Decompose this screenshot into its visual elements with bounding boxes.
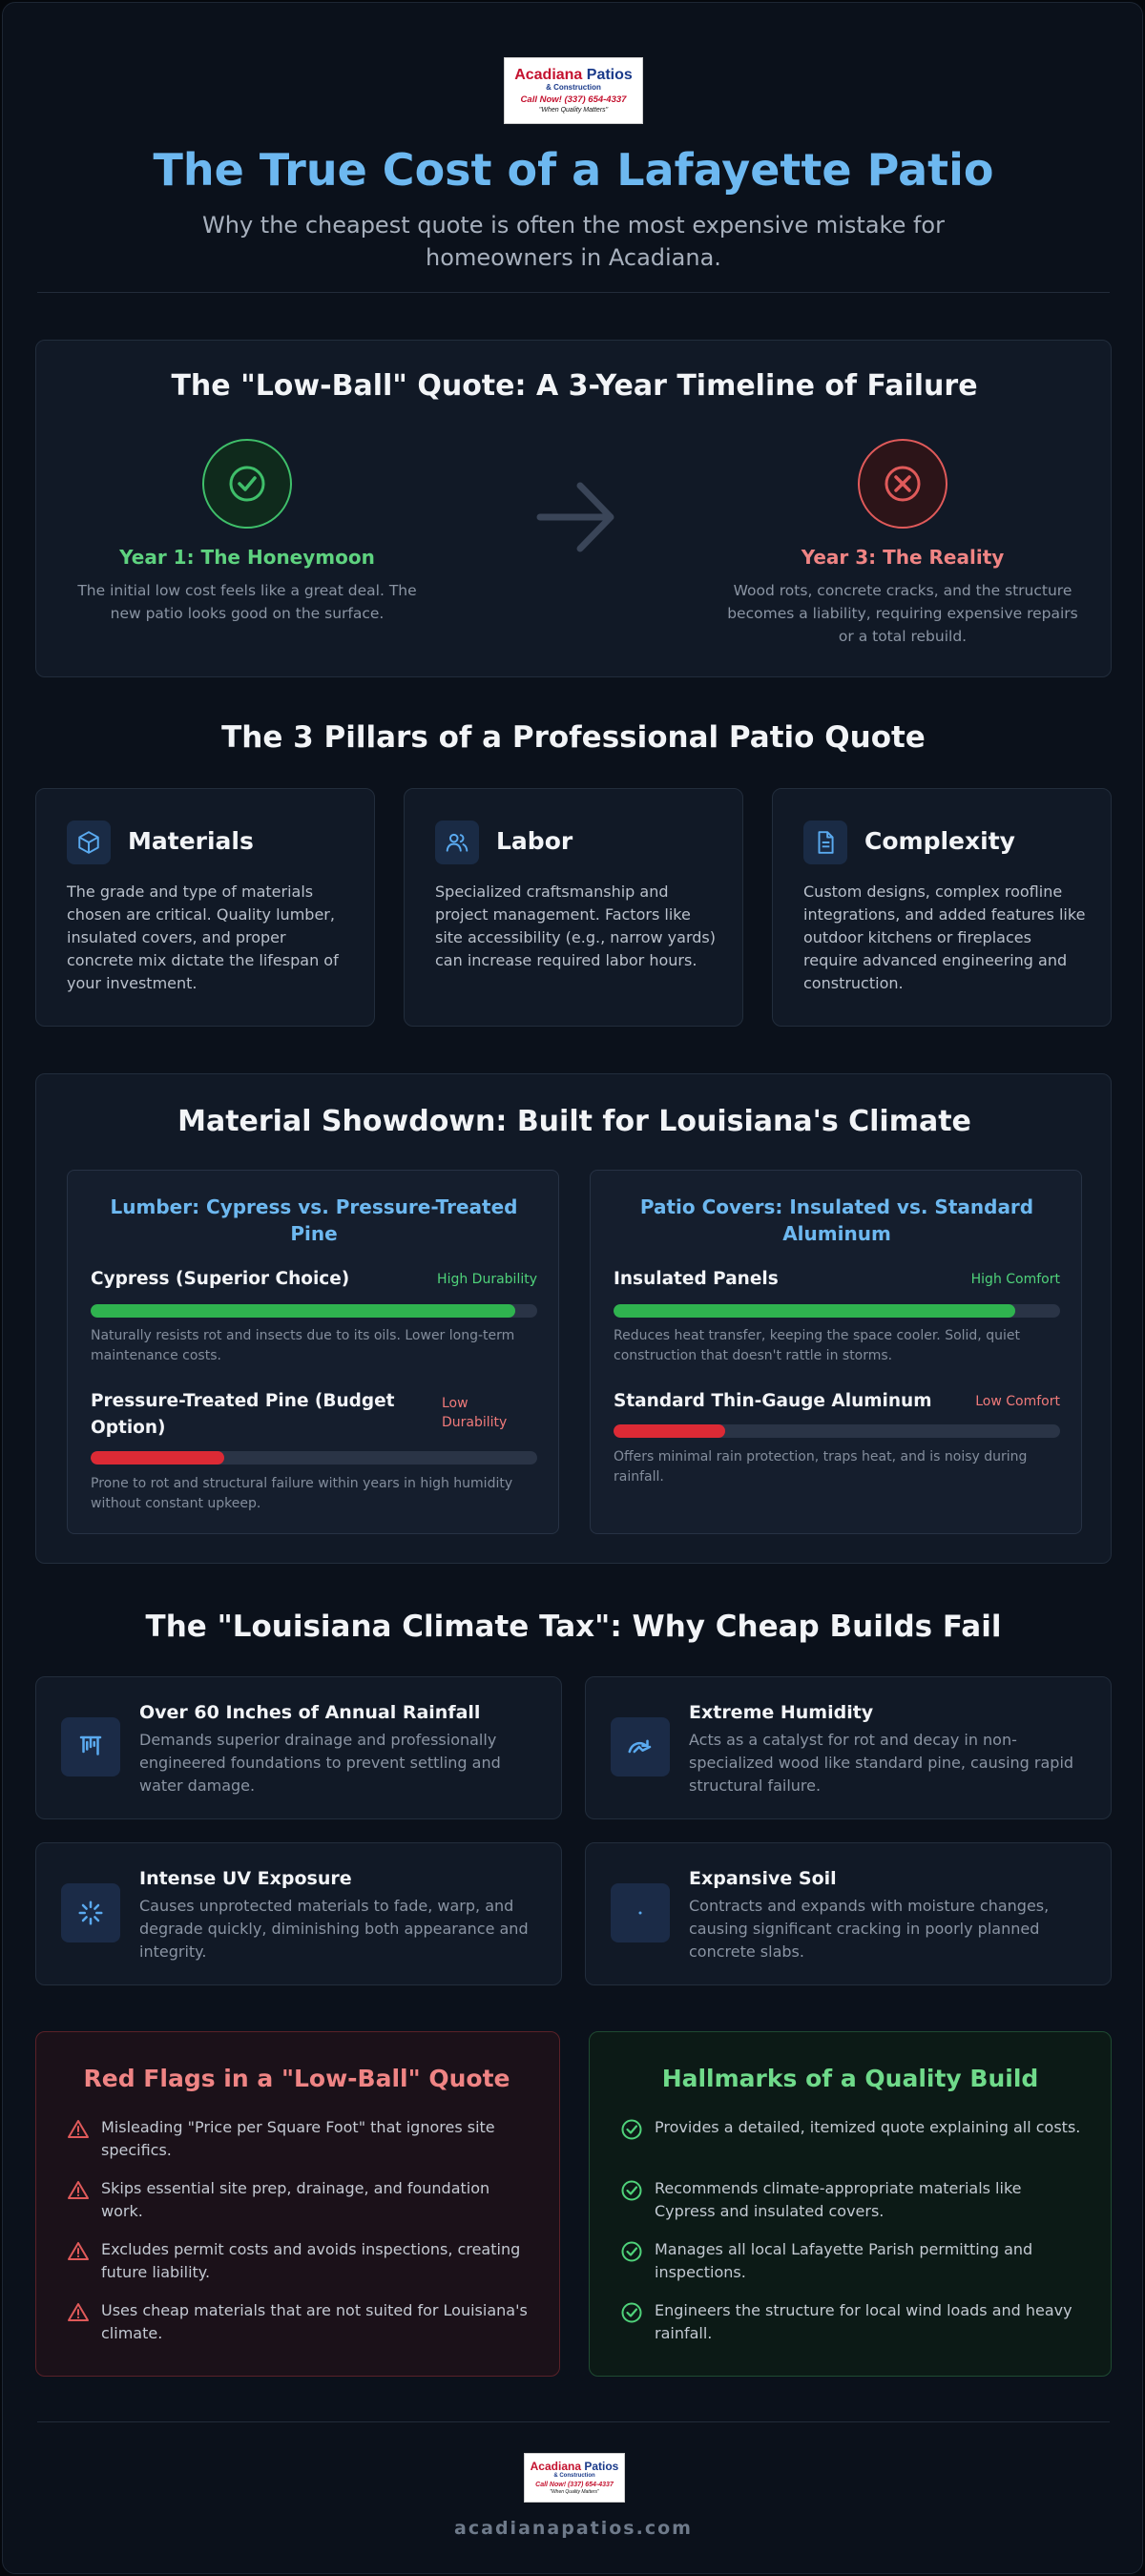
check-circle-icon bbox=[620, 2118, 643, 2141]
pillar-title: Materials bbox=[128, 827, 254, 855]
footer-divider bbox=[37, 2421, 1110, 2422]
cube-icon bbox=[67, 821, 111, 864]
pillar-text: The grade and type of materials chosen are critical. Quality lumber, insulated covers, and proper concrete mix dictate the lifespan of your investment. bbox=[67, 883, 339, 992]
climate-item-title: Expansive Soil bbox=[689, 1868, 837, 1889]
pillar-text: Custom designs, complex roofline integrations, and added features like outdoor kitchens or fireplaces require advanced engineering and construction. bbox=[803, 883, 1086, 992]
year1-title: Year 1: The Honeymoon bbox=[119, 546, 375, 569]
aluminum-name: Standard Thin-Gauge Aluminum bbox=[614, 1391, 932, 1411]
pillar-card-complexity bbox=[772, 788, 1112, 1027]
lumber-title: Lumber: Cypress vs. Pressure-Treated Pine bbox=[110, 1195, 518, 1245]
red-flag-item: Uses cheap materials that are not suited for Louisiana's climate. bbox=[101, 2301, 528, 2342]
users-icon bbox=[435, 821, 479, 864]
pillar-card-labor bbox=[404, 788, 743, 1027]
pillar-text: Specialized craftsmanship and project management. Factors like site accessibility (e.g., narrow yards) can increase required labor hours. bbox=[435, 883, 716, 969]
climate-item-title: Intense UV Exposure bbox=[139, 1868, 352, 1889]
cypress-durability-bar bbox=[91, 1304, 537, 1318]
infographic-page bbox=[2, 2, 1143, 2574]
check-circle-icon bbox=[620, 2179, 643, 2202]
aluminum-comfort-fill bbox=[614, 1424, 725, 1438]
pillar-card-materials bbox=[35, 788, 375, 1027]
check-circle-icon bbox=[620, 2240, 643, 2263]
warning-icon bbox=[67, 2301, 90, 2324]
rain-icon bbox=[61, 1717, 120, 1776]
year3-text: Wood rots, concrete cracks, and the structure becomes a liability, requiring expensive repairs or a total rebuild. bbox=[727, 582, 1078, 645]
company-logo: Acadiana Patios & Construction Call Now! (337) 654-4337 "When Quality Matters" bbox=[504, 57, 643, 124]
page-title: The True Cost of a Lafayette Patio bbox=[153, 144, 994, 196]
lumber-comparison bbox=[67, 1170, 559, 1534]
pillar-title: Labor bbox=[496, 827, 573, 855]
climate-item-text: Contracts and expands with moisture changes, causing significant cracking in poorly planned concrete slabs. bbox=[689, 1897, 1050, 1961]
climate-item-text: Causes unprotected materials to fade, warp, and degrade quickly, diminishing both appearance and integrity. bbox=[139, 1897, 529, 1961]
x-circle-icon bbox=[858, 439, 947, 529]
pillar-title: Complexity bbox=[864, 827, 1015, 855]
arrow-right-icon bbox=[532, 474, 618, 564]
pillars-title: The 3 Pillars of a Professional Patio Quote bbox=[221, 720, 926, 755]
hallmark-item: Engineers the structure for local wind loads and heavy rainfall. bbox=[655, 2301, 1072, 2342]
climate-card-uv bbox=[35, 1842, 562, 1985]
aluminum-note: Offers minimal rain protection, traps heat, and is noisy during rainfall. bbox=[614, 1449, 1028, 1485]
red-flag-item: Excludes permit costs and avoids inspections, creating future liability. bbox=[101, 2240, 521, 2281]
header-divider bbox=[37, 292, 1110, 293]
company-logo-footer: Acadiana Patios & Construction Call Now! (337) 654-4337 "When Quality Matters" bbox=[524, 2453, 625, 2503]
website-link[interactable]: acadianapatios.com bbox=[454, 2518, 693, 2539]
red-flags-title: Red Flags in a "Low-Ball" Quote bbox=[83, 2065, 510, 2092]
red-flag-item: Misleading "Price per Square Foot" that ignores site specifics. bbox=[101, 2118, 495, 2159]
covers-comparison bbox=[590, 1170, 1082, 1534]
sun-icon bbox=[61, 1883, 120, 1942]
insulated-badge: High Comfort bbox=[970, 1272, 1060, 1287]
climate-card-rainfall bbox=[35, 1676, 562, 1819]
humidity-icon bbox=[611, 1717, 670, 1776]
check-circle-icon bbox=[620, 2301, 643, 2324]
climate-title: The "Louisiana Climate Tax": Why Cheap Builds Fail bbox=[145, 1610, 1002, 1644]
climate-item-title: Extreme Humidity bbox=[689, 1702, 874, 1723]
insulated-note: Reduces heat transfer, keeping the space cooler. Solid, quiet construction that doesn't rattle in storms. bbox=[614, 1328, 1020, 1363]
red-flags-card bbox=[35, 2031, 560, 2377]
aluminum-badge: Low Comfort bbox=[975, 1394, 1060, 1409]
pine-note: Prone to rot and structural failure within years in high humidity without constant upkeep. bbox=[91, 1476, 513, 1511]
hallmarks-card bbox=[589, 2031, 1112, 2377]
year3-title: Year 3: The Reality bbox=[801, 546, 1005, 569]
warning-icon bbox=[67, 2179, 90, 2202]
materials-title: Material Showdown: Built for Louisiana's Climate bbox=[177, 1105, 971, 1138]
soil-icon bbox=[611, 1883, 670, 1942]
check-circle-icon bbox=[202, 439, 292, 529]
materials-card bbox=[35, 1073, 1112, 1564]
climate-card-humidity bbox=[585, 1676, 1112, 1819]
hallmarks-title: Hallmarks of a Quality Build bbox=[661, 2065, 1039, 2092]
climate-item-title: Over 60 Inches of Annual Rainfall bbox=[139, 1702, 481, 1723]
cypress-note: Naturally resists rot and insects due to its oils. Lower long-term maintenance costs. bbox=[91, 1328, 515, 1363]
red-flag-item: Skips essential site prep, drainage, and foundation work. bbox=[101, 2179, 490, 2220]
pine-durability-bar bbox=[91, 1451, 537, 1465]
insulated-comfort-bar bbox=[614, 1304, 1060, 1318]
hallmark-item: Manages all local Lafayette Parish permitting and inspections. bbox=[655, 2240, 1033, 2281]
hallmark-item: Provides a detailed, itemized quote explaining all costs. bbox=[655, 2118, 1081, 2136]
aluminum-comfort-bar bbox=[614, 1424, 1060, 1438]
document-icon bbox=[803, 821, 847, 864]
covers-title: Patio Covers: Insulated vs. Standard Aluminum bbox=[639, 1195, 1034, 1245]
page-subtitle: Why the cheapest quote is often the most expensive mistake for homeowners in Acadiana. bbox=[202, 212, 945, 271]
climate-card-soil bbox=[585, 1842, 1112, 1985]
pine-name: Pressure-Treated Pine (Budget Option) bbox=[91, 1391, 395, 1438]
insulated-name: Insulated Panels bbox=[614, 1269, 779, 1289]
timeline-title: The "Low-Ball" Quote: A 3-Year Timeline of Failure bbox=[171, 369, 978, 403]
climate-item-text: Demands superior drainage and professionally engineered foundations to prevent settling and water damage. bbox=[139, 1731, 501, 1795]
pine-durability-fill bbox=[91, 1451, 224, 1465]
cypress-durability-fill bbox=[91, 1304, 515, 1318]
pine-badge: Low Durability bbox=[442, 1396, 508, 1430]
hallmark-item: Recommends climate-appropriate materials like Cypress and insulated covers. bbox=[655, 2179, 1022, 2220]
warning-icon bbox=[67, 2118, 90, 2141]
climate-item-text: Acts as a catalyst for rot and decay in non-specialized wood like standard pine, causing rapid structural failure. bbox=[689, 1731, 1074, 1795]
warning-icon bbox=[67, 2240, 90, 2263]
insulated-comfort-fill bbox=[614, 1304, 1015, 1318]
year1-text: The initial low cost feels like a great deal. The new patio looks good on the surface. bbox=[77, 582, 417, 622]
timeline-card bbox=[35, 340, 1112, 677]
cypress-name: Cypress (Superior Choice) bbox=[91, 1269, 350, 1289]
cypress-badge: High Durability bbox=[437, 1272, 537, 1287]
